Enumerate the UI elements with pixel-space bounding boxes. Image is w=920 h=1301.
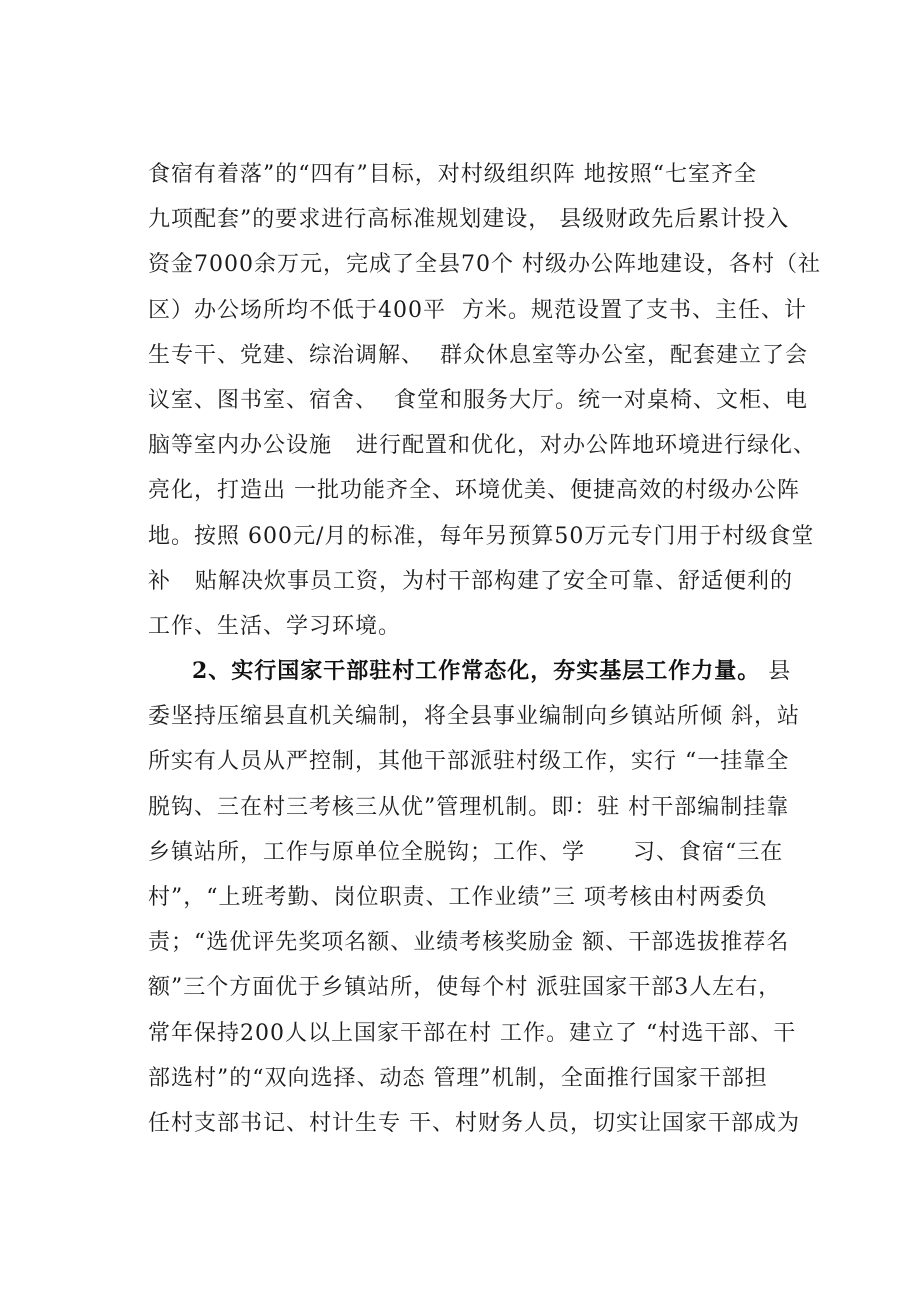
paragraph-2-line-8: 常年保持200人以上国家干部在村 工作。建立了 “村选干部、干 [148, 1020, 797, 1046]
paragraph-1-line-4: 区）办公场所均不低于400平 方米。规范设置了支书、主任、计 [148, 297, 807, 323]
paragraph-2-line-1: 委坚持压缩县直机关编制，将全县事业编制向乡镇站所倾 斜，站 [148, 704, 800, 730]
paragraph-2-line-5: 村”，“上班考勤、岗位职责、工作业绩”三 项考核由村两委负 [148, 885, 768, 910]
paragraph-1-line-10: 补 贴解决炊事员工资，为村干部构建了安全可靠、舒适便利的 [148, 568, 793, 594]
paragraph-1-line-9: 地。按照 600元/月的标准，每年另预算50万元专门用于村级食堂 [148, 523, 815, 549]
paragraph-2-line-10: 任村支部书记、村计生专 干、村财务人员，切实让国家干部成为 [148, 1110, 800, 1136]
paragraph-1-line-3: 资金7000余万元，完成了全县70个 村级办公阵地建设，各村（社 [148, 252, 821, 278]
paragraph-1-line-8: 亮化，打造出 一批功能齐全、环境优美、便捷高效的村级办公阵 [148, 478, 800, 504]
paragraph-1-line-11: 工作、生活、学习环境。 [148, 613, 402, 639]
paragraph-1-line-1: 食宿有着落”的“四有”目标，对村级组织阵 地按照“七室齐全 [148, 162, 757, 187]
paragraph-2-line-4: 乡镇站所，工作与原单位全脱钩；工作、学 习、食宿“三在 [148, 839, 784, 865]
section-heading-bold: 2、实行国家干部驻村工作常态化，夯实基层工作力量。 [192, 658, 761, 685]
paragraph-1-line-5: 生专干、党建、综治调解、 群众休息室等办公室，配套建立了会 [148, 342, 808, 368]
paragraph-1-line-2: 九项配套”的要求进行高标准规划建设， 县级财政先后累计投入 [148, 207, 790, 233]
paragraph-1-line-7: 脑等室内办公设施 进行配置和优化，对办公阵地环境进行绿化、 [148, 433, 816, 459]
section-heading-line [148, 649, 828, 694]
paragraph-2-line-7: 额”三个方面优于乡镇站所，使每个村 派驻国家干部3人左右， [148, 975, 782, 1001]
paragraph-2-line-9: 部选村”的“双向选择、动态 管理”机制，全面推行国家干部担 [148, 1065, 768, 1091]
document-body [148, 152, 828, 1146]
paragraph-2-line-3: 脱钩、三在村三考核三从优”管理机制。即：驻 村干部编制挂靠 [148, 794, 790, 820]
paragraph-1-line-6: 议室、图书室、宿舍、 食堂和服务大厅。统一对桌椅、文柜、电 [148, 387, 808, 413]
section-heading-rest: 县 [760, 659, 792, 685]
paragraph-2-line-6: 责；“选优评先奖项名额、业绩考核奖励金 额、干部选拔推荐名 [148, 930, 790, 956]
paragraph-2-line-2: 所实有人员从严控制，其他干部派驻村级工作，实行 “一挂靠全 [148, 749, 790, 775]
